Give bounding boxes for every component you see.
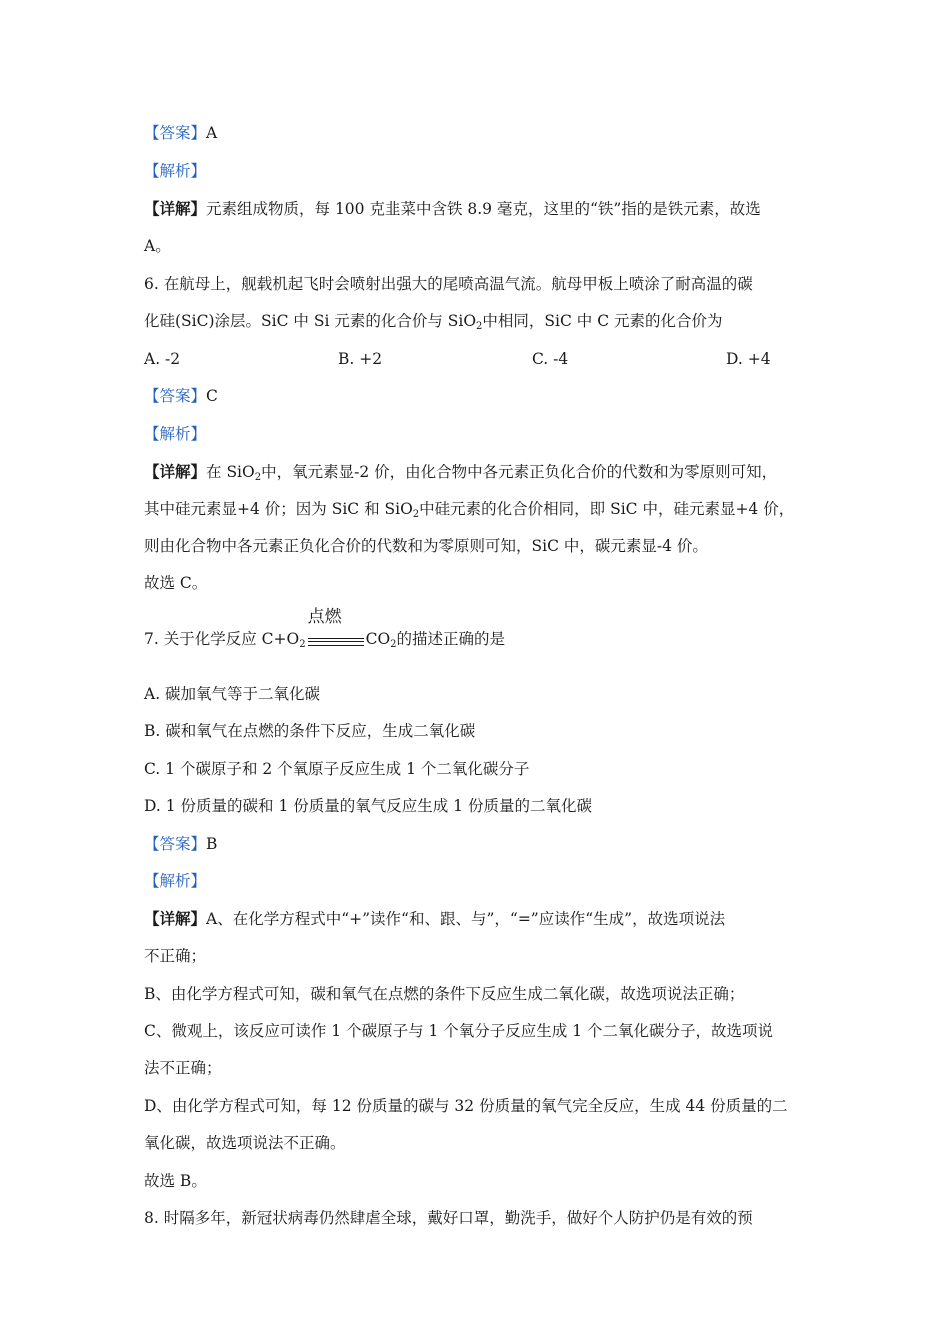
answer-label: 【答案】 (144, 835, 207, 853)
q6-stem-line1: 6. 在航母上，舰载机起飞时会喷射出强大的尾喷高温气流。航母甲板上喷涂了耐高温的碳 (144, 275, 753, 293)
q7-option-a: A. 碳加氧气等于二氧化碳 (144, 685, 321, 703)
answer-label: 【答案】 (144, 124, 207, 142)
answer-label: 【答案】 (144, 387, 207, 405)
q7-detail-line1 (144, 909, 725, 929)
detail-label: 【详解】 (144, 909, 207, 928)
q7-detail-line4: C、微观上，该反应可读作 1 个碳原子与 1 个氧分子反应生成 1 个二氧化碳分子，故选项说 (144, 1022, 774, 1040)
q5-answer (144, 123, 217, 143)
q6-answer (144, 386, 218, 406)
q6-stem-text-b: 中相同，SiC 中 C 元素的化合价为 (482, 312, 723, 330)
q7-option-d: D. 1 份质量的碳和 1 份质量的氧气反应生成 1 份质量的二氧化碳 (144, 797, 592, 815)
subscript: 2 (254, 472, 262, 483)
q6-detail-line3: 则由化合物中各元素正负化合价的代数和为零原则可知，SiC 中，碳元素显-4 价。 (144, 537, 708, 555)
q7-stem (144, 607, 506, 650)
q7-option-c: C. 1 个碳原子和 2 个氧原子反应生成 1 个二氧化碳分子 (144, 760, 530, 778)
subscript: 2 (412, 509, 420, 520)
q6-option-d: D. +4 (726, 350, 771, 368)
q6-conclusion: 故选 C。 (144, 574, 208, 592)
answer-value: C (206, 387, 218, 405)
q7-detail-line2: 不正确； (144, 947, 207, 965)
subscript: 2 (390, 639, 397, 650)
detail-text-b: 中硅元素的化合价相同，即 SiC 中，硅元素显+4 价， (419, 500, 795, 518)
q7-stem-prefix: 7. 关于化学反应 C+O (144, 630, 300, 648)
q6-detail-line2 (144, 499, 794, 519)
q7-product: CO (365, 630, 391, 648)
reaction-arrow (306, 607, 366, 649)
q7-answer (144, 834, 217, 854)
subscript: 2 (476, 321, 483, 332)
q6-option-c: C. -4 (532, 350, 569, 368)
detail-text: 元素组成物质，每 100 克韭菜中含铁 8.9 毫克，这里的“铁”指的是铁元素，故选 (206, 200, 761, 218)
q7-detail-line7: 氧化碳，故选项说法不正确。 (144, 1134, 346, 1152)
detail-label: 【详解】 (144, 199, 207, 218)
reaction-condition: 点燃 (307, 607, 342, 627)
detail-text-a: 其中硅元素显+4 价；因为 SiC 和 SiO (144, 500, 413, 518)
detail-text-a: 在 SiO (206, 463, 255, 481)
q7-detail-line6: D、由化学方程式可知，每 12 份质量的碳与 32 份质量的氧气完全反应，生成 44 份质量的二 (144, 1097, 788, 1115)
q5-detail-line1 (144, 199, 761, 219)
q7-analysis-label: 【解析】 (144, 872, 207, 890)
q7-conclusion: 故选 B。 (144, 1172, 207, 1190)
answer-value: A (206, 124, 218, 142)
q7-stem-suffix: 的描述正确的是 (396, 630, 506, 648)
q6-option-a: A. -2 (144, 350, 181, 368)
q6-option-b: B. +2 (338, 350, 383, 368)
q7-option-b: B. 碳和氧气在点燃的条件下反应，生成二氧化碳 (144, 722, 476, 740)
q8-stem-line1: 8. 时隔多年，新冠状病毒仍然肆虐全球，戴好口罩，勤洗手，做好个人防护仍是有效的预 (144, 1209, 753, 1227)
subscript: 2 (299, 639, 306, 650)
q6-stem-line2 (144, 311, 723, 331)
detail-text-b: 中，氧元素显-2 价，由化合物中各元素正负化合价的代数和为零原则可知， (261, 463, 778, 481)
q7-detail-line3: B、由化学方程式可知，碳和氧气在点燃的条件下反应生成二氧化碳，故选项说法正确； (144, 985, 745, 1003)
detail-text: A、在化学方程式中“+”读作“和、跟、与”，“=”应读作“生成”，故选项说法 (206, 910, 726, 928)
equals-lines (308, 638, 364, 646)
q7-detail-line5: 法不正确； (144, 1059, 222, 1077)
detail-label: 【详解】 (144, 462, 207, 481)
q5-detail-line2: A。 (144, 237, 171, 255)
q6-stem-text-a: 化硅(SiC)涂层。SiC 中 Si 元素的化合价与 SiO (144, 312, 477, 330)
q6-analysis-label: 【解析】 (144, 425, 207, 443)
q5-analysis-label: 【解析】 (144, 162, 207, 180)
answer-value: B (206, 835, 218, 853)
q6-detail-line1 (144, 462, 777, 482)
